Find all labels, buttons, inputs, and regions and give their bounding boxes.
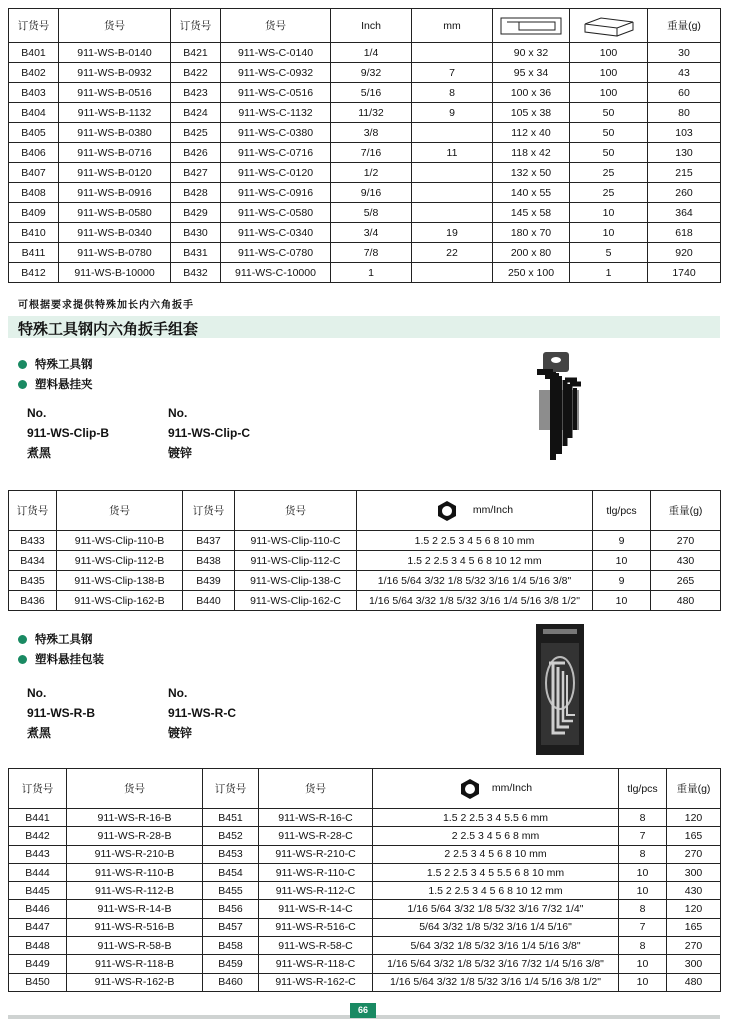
table-cell: 1/16 5/64 3/32 1/8 5/32 3/16 1/4 5/16 3/8 1/2" xyxy=(357,591,593,611)
table-cell: 100 xyxy=(570,43,648,63)
table-cell: 911-WS-C-0120 xyxy=(221,163,331,183)
table-cell: 5/8 xyxy=(331,203,412,223)
table-cell: B445 xyxy=(9,882,67,900)
hex-key-clip-set-photo xyxy=(525,350,585,480)
table-cell: 112 x 40 xyxy=(493,123,570,143)
table-cell: B427 xyxy=(171,163,221,183)
table-cell: B451 xyxy=(203,809,259,827)
table-cell: B441 xyxy=(9,809,67,827)
page-number: 66 xyxy=(350,1003,376,1018)
col-sizes: mm/Inch xyxy=(373,769,619,809)
table-cell: B450 xyxy=(9,973,67,991)
table-row xyxy=(9,571,721,591)
table-cell: B446 xyxy=(9,900,67,918)
table-cell xyxy=(412,123,493,143)
table-cell: 10 xyxy=(570,223,648,243)
table-cell: 911-WS-C-10000 xyxy=(221,263,331,283)
table-cell: B454 xyxy=(203,863,259,881)
bullet-icon xyxy=(18,360,27,369)
table-cell: 911-WS-Clip-162-C xyxy=(235,591,357,611)
variant-black: No. 911-WS-Clip-B 煮黑 xyxy=(27,406,110,460)
table-cell: 911-WS-B-0916 xyxy=(59,183,171,203)
table-cell xyxy=(412,43,493,63)
table-cell: 911-WS-R-28-B xyxy=(67,827,203,845)
table-cell: B422 xyxy=(171,63,221,83)
table-cell: 911-WS-Clip-110-B xyxy=(57,531,183,551)
table-cell: 1 xyxy=(570,263,648,283)
table-cell: 300 xyxy=(667,955,721,973)
table-cell: 25 xyxy=(570,183,648,203)
table-cell: 50 xyxy=(570,143,648,163)
table-cell: B442 xyxy=(9,827,67,845)
table-cell: 911-WS-R-110-C xyxy=(259,863,373,881)
table-cell: 3/4 xyxy=(331,223,412,243)
table-cell: 911-WS-C-0932 xyxy=(221,63,331,83)
table-row xyxy=(9,900,721,918)
table-cell: 911-WS-R-118-B xyxy=(67,955,203,973)
table-cell: 1 xyxy=(331,263,412,283)
col-order-no: 订货号 xyxy=(171,9,221,43)
table-cell: 911-WS-B-1132 xyxy=(59,103,171,123)
table-cell: 8 xyxy=(412,83,493,103)
bullet-icon xyxy=(18,380,27,389)
table-cell: 911-WS-R-14-B xyxy=(67,900,203,918)
table-cell: 10 xyxy=(619,882,667,900)
table-header-row xyxy=(9,491,721,531)
table-cell: 911-WS-R-112-B xyxy=(67,882,203,900)
table-cell: B440 xyxy=(183,591,235,611)
table-cell: 911-WS-Clip-110-C xyxy=(235,531,357,551)
variant-zinc: No. 911-WS-Clip-C 镀锌 xyxy=(168,406,251,460)
table-cell: 1.5 2 2.5 3 4 5 6 8 10 12 mm xyxy=(373,882,619,900)
variant-zinc: No. 911-WS-R-C 镀锌 xyxy=(168,686,237,740)
table-row xyxy=(9,882,721,900)
table-cell: 180 x 70 xyxy=(493,223,570,243)
table-cell: B452 xyxy=(203,827,259,845)
table-cell: 911-WS-R-118-C xyxy=(259,955,373,973)
table-row xyxy=(9,163,721,183)
table-cell: 911-WS-R-162-B xyxy=(67,973,203,991)
table-cell: 911-WS-R-112-C xyxy=(259,882,373,900)
table-cell: 11 xyxy=(412,143,493,163)
table-row xyxy=(9,143,721,163)
col-order-no: 订货号 xyxy=(9,769,67,809)
table-cell: 105 x 38 xyxy=(493,103,570,123)
size-table-clip-sets xyxy=(8,490,721,611)
table-cell: 165 xyxy=(667,827,721,845)
table-cell: B426 xyxy=(171,143,221,163)
table-cell: 2 2.5 3 4 5 6 8 mm xyxy=(373,827,619,845)
table-cell: 7 xyxy=(619,918,667,936)
table-row xyxy=(9,63,721,83)
table-cell: 22 xyxy=(412,243,493,263)
table-cell: B438 xyxy=(183,551,235,571)
table-cell: B457 xyxy=(203,918,259,936)
table-cell: 8 xyxy=(619,900,667,918)
table-cell: 60 xyxy=(648,83,721,103)
table-cell: B453 xyxy=(203,845,259,863)
table-cell: 911-WS-B-10000 xyxy=(59,263,171,283)
table-cell: 911-WS-B-0340 xyxy=(59,223,171,243)
table-row xyxy=(9,937,721,955)
table-cell: 5/64 3/32 1/8 5/32 3/16 1/4 5/16 3/8" xyxy=(373,937,619,955)
col-order-no: 订货号 xyxy=(9,491,57,531)
col-packing-qty xyxy=(570,9,648,43)
table-cell: 911-WS-B-0780 xyxy=(59,243,171,263)
table-cell: 145 x 58 xyxy=(493,203,570,223)
table-cell: B458 xyxy=(203,937,259,955)
table-cell: 80 xyxy=(648,103,721,123)
table-cell: 911-WS-R-14-C xyxy=(259,900,373,918)
table-cell: 364 xyxy=(648,203,721,223)
table-cell: 911-WS-C-0916 xyxy=(221,183,331,203)
table-cell: 260 xyxy=(648,183,721,203)
table-cell: 911-WS-C-0340 xyxy=(221,223,331,243)
table-row xyxy=(9,223,721,243)
table-cell: 10 xyxy=(593,591,651,611)
col-order-no: 订货号 xyxy=(183,491,235,531)
table-cell: B435 xyxy=(9,571,57,591)
table-cell: B436 xyxy=(9,591,57,611)
table-cell: B410 xyxy=(9,223,59,243)
table-cell: 270 xyxy=(651,531,721,551)
table-cell: B439 xyxy=(183,571,235,591)
table-cell: 1.5 2 2.5 3 4 5.5 6 mm xyxy=(373,809,619,827)
col-key-dimensions xyxy=(493,9,570,43)
table-cell: 1/2 xyxy=(331,163,412,183)
table-cell xyxy=(412,163,493,183)
table-cell: 1/16 5/64 3/32 1/8 5/32 3/16 7/32 1/4" xyxy=(373,900,619,918)
table-row xyxy=(9,243,721,263)
table-cell: 911-WS-R-210-C xyxy=(259,845,373,863)
col-order-no: 订货号 xyxy=(203,769,259,809)
table-cell: 7/16 xyxy=(331,143,412,163)
feature-item: 塑料悬挂夹 xyxy=(18,376,93,392)
table-cell: 103 xyxy=(648,123,721,143)
table-row xyxy=(9,551,721,571)
table-cell: 90 x 32 xyxy=(493,43,570,63)
table-row xyxy=(9,591,721,611)
col-code: 货号 xyxy=(57,491,183,531)
table-cell: 7 xyxy=(619,827,667,845)
table-cell: 9 xyxy=(593,531,651,551)
col-code: 货号 xyxy=(59,9,171,43)
table-header-row xyxy=(9,769,721,809)
table-cell: 1.5 2 2.5 3 4 5 5.5 6 8 10 mm xyxy=(373,863,619,881)
table-cell: B428 xyxy=(171,183,221,203)
col-code: 货号 xyxy=(221,9,331,43)
table-cell: 911-WS-B-0120 xyxy=(59,163,171,183)
col-code: 货号 xyxy=(235,491,357,531)
table-cell: B411 xyxy=(9,243,59,263)
table-cell: B404 xyxy=(9,103,59,123)
table-cell xyxy=(412,203,493,223)
table-cell: 11/32 xyxy=(331,103,412,123)
table-cell: 911-WS-Clip-112-C xyxy=(235,551,357,571)
section-title: 特殊工具钢内六角扳手组套 xyxy=(18,321,199,338)
bullet-icon xyxy=(18,655,27,664)
table-cell: 100 xyxy=(570,63,648,83)
table-row xyxy=(9,43,721,63)
col-pieces: tlg/pcs xyxy=(619,769,667,809)
table-row xyxy=(9,918,721,936)
table-cell: 911-WS-B-0516 xyxy=(59,83,171,103)
feature-item: 特殊工具钢 xyxy=(18,356,93,372)
table-cell: 911-WS-B-0716 xyxy=(59,143,171,163)
table-row xyxy=(9,845,721,863)
table-cell xyxy=(412,263,493,283)
table-cell: B456 xyxy=(203,900,259,918)
table-cell: B449 xyxy=(9,955,67,973)
table-cell: 9 xyxy=(593,571,651,591)
table-row xyxy=(9,955,721,973)
table-cell: 911-WS-R-516-B xyxy=(67,918,203,936)
table-cell: 7 xyxy=(412,63,493,83)
size-table-single-keys xyxy=(8,8,721,283)
table-cell: B402 xyxy=(9,63,59,83)
table-cell: 430 xyxy=(651,551,721,571)
table-cell: 911-WS-R-16-C xyxy=(259,809,373,827)
table-cell: 215 xyxy=(648,163,721,183)
table-cell: B421 xyxy=(171,43,221,63)
table-cell: 911-WS-B-0932 xyxy=(59,63,171,83)
table-cell: 118 x 42 xyxy=(493,143,570,163)
bullet-icon xyxy=(18,635,27,644)
table-cell: 50 xyxy=(570,103,648,123)
table-cell: 1/16 5/64 3/32 1/8 5/32 3/16 1/4 5/16 3/8" xyxy=(357,571,593,591)
table-cell: B405 xyxy=(9,123,59,143)
table-cell: 10 xyxy=(570,203,648,223)
table-cell: B460 xyxy=(203,973,259,991)
table-cell: 5/64 3/32 1/8 5/32 3/16 1/4 5/16" xyxy=(373,918,619,936)
col-weight: 重量(g) xyxy=(651,491,721,531)
col-mm: mm xyxy=(412,9,493,43)
table-cell: 911-WS-C-0516 xyxy=(221,83,331,103)
table-cell: 30 xyxy=(648,43,721,63)
feature-item: 特殊工具钢 xyxy=(18,631,93,647)
table-cell xyxy=(412,183,493,203)
table-cell: 9/16 xyxy=(331,183,412,203)
table-cell: B412 xyxy=(9,263,59,283)
table-cell: 8 xyxy=(619,937,667,955)
table-cell: 140 x 55 xyxy=(493,183,570,203)
table-cell: 120 xyxy=(667,900,721,918)
table-row xyxy=(9,809,721,827)
table-cell: B459 xyxy=(203,955,259,973)
feature-item: 塑料悬挂包装 xyxy=(18,651,104,667)
table-cell: 95 x 34 xyxy=(493,63,570,83)
table-cell: B434 xyxy=(9,551,57,571)
table-cell: B401 xyxy=(9,43,59,63)
table-cell: 10 xyxy=(619,955,667,973)
col-weight: 重量(g) xyxy=(648,9,721,43)
table-cell: 911-WS-Clip-138-B xyxy=(57,571,183,591)
table-cell: 911-WS-R-28-C xyxy=(259,827,373,845)
table-cell: 100 xyxy=(570,83,648,103)
table-row xyxy=(9,863,721,881)
table-cell: 911-WS-C-0140 xyxy=(221,43,331,63)
table-cell: 911-WS-B-0380 xyxy=(59,123,171,143)
table-cell: B437 xyxy=(183,531,235,551)
table-cell: B429 xyxy=(171,203,221,223)
table-row xyxy=(9,531,721,551)
table-cell: B443 xyxy=(9,845,67,863)
table-cell: 911-WS-C-0780 xyxy=(221,243,331,263)
table-cell: B431 xyxy=(171,243,221,263)
col-sizes: mm/Inch xyxy=(357,491,593,531)
table-cell: 911-WS-R-162-C xyxy=(259,973,373,991)
custom-length-note: 可根据要求提供特殊加长内六角扳手 xyxy=(18,300,194,311)
table-cell: 9 xyxy=(412,103,493,123)
table-cell: 920 xyxy=(648,243,721,263)
table-cell: 132 x 50 xyxy=(493,163,570,183)
table-cell: B409 xyxy=(9,203,59,223)
table-cell: 480 xyxy=(651,591,721,611)
table-cell: 1740 xyxy=(648,263,721,283)
table-cell: 911-WS-C-0716 xyxy=(221,143,331,163)
col-inch: Inch xyxy=(331,9,412,43)
table-cell: B448 xyxy=(9,937,67,955)
table-cell: 911-WS-R-516-C xyxy=(259,918,373,936)
table-cell: 270 xyxy=(667,937,721,955)
table-cell: 200 x 80 xyxy=(493,243,570,263)
table-row xyxy=(9,263,721,283)
col-code: 货号 xyxy=(259,769,373,809)
table-cell: 480 xyxy=(667,973,721,991)
table-cell: 300 xyxy=(667,863,721,881)
table-cell: 911-WS-R-58-B xyxy=(67,937,203,955)
table-cell: 120 xyxy=(667,809,721,827)
table-cell: 911-WS-Clip-138-C xyxy=(235,571,357,591)
table-cell: 1/4 xyxy=(331,43,412,63)
variant-black: No. 911-WS-R-B 煮黑 xyxy=(27,686,96,740)
table-cell: 9/32 xyxy=(331,63,412,83)
hexagon-icon xyxy=(436,500,458,522)
col-code: 货号 xyxy=(67,769,203,809)
table-cell: 1/16 5/64 3/32 1/8 5/32 3/16 7/32 1/4 5/16 3/8" xyxy=(373,955,619,973)
table-cell: 911-WS-R-210-B xyxy=(67,845,203,863)
table-cell: B430 xyxy=(171,223,221,243)
table-cell: 250 x 100 xyxy=(493,263,570,283)
table-cell: B407 xyxy=(9,163,59,183)
table-cell: 19 xyxy=(412,223,493,243)
table-cell: 911-WS-C-0380 xyxy=(221,123,331,143)
table-cell: B408 xyxy=(9,183,59,203)
table-cell: 5/16 xyxy=(331,83,412,103)
col-order-no: 订货号 xyxy=(9,9,59,43)
table-cell: 1.5 2 2.5 3 4 5 6 8 10 12 mm xyxy=(357,551,593,571)
table-cell: 911-WS-Clip-162-B xyxy=(57,591,183,611)
table-cell: 50 xyxy=(570,123,648,143)
table-cell: B447 xyxy=(9,918,67,936)
table-cell: B423 xyxy=(171,83,221,103)
table-cell: B433 xyxy=(9,531,57,551)
table-cell: 270 xyxy=(667,845,721,863)
table-cell: B406 xyxy=(9,143,59,163)
col-weight: 重量(g) xyxy=(667,769,721,809)
hexagon-icon xyxy=(459,778,481,800)
table-header-row xyxy=(9,9,721,43)
table-cell: 265 xyxy=(651,571,721,591)
table-cell: 618 xyxy=(648,223,721,243)
table-cell: 8 xyxy=(619,845,667,863)
table-cell: B425 xyxy=(171,123,221,143)
col-pieces: tlg/pcs xyxy=(593,491,651,531)
table-row xyxy=(9,203,721,223)
table-row xyxy=(9,103,721,123)
table-cell: 911-WS-B-0580 xyxy=(59,203,171,223)
table-row xyxy=(9,183,721,203)
table-cell: 911-WS-C-0580 xyxy=(221,203,331,223)
table-cell: 130 xyxy=(648,143,721,163)
table-cell: 165 xyxy=(667,918,721,936)
table-cell: B432 xyxy=(171,263,221,283)
package-box-icon xyxy=(581,14,637,38)
hex-key-dimension-icon xyxy=(499,14,563,38)
table-cell: 911-WS-R-110-B xyxy=(67,863,203,881)
table-cell: 1.5 2 2.5 3 4 5 6 8 10 mm xyxy=(357,531,593,551)
table-cell: 911-WS-R-58-C xyxy=(259,937,373,955)
table-cell: 911-WS-Clip-112-B xyxy=(57,551,183,571)
table-cell: B424 xyxy=(171,103,221,123)
table-cell: 3/8 xyxy=(331,123,412,143)
table-cell: 2 2.5 3 4 5 6 8 10 mm xyxy=(373,845,619,863)
table-cell: 10 xyxy=(619,973,667,991)
hex-key-hanging-pack-photo xyxy=(535,623,585,756)
table-cell: B444 xyxy=(9,863,67,881)
table-cell: B455 xyxy=(203,882,259,900)
table-row xyxy=(9,123,721,143)
table-cell: 100 x 36 xyxy=(493,83,570,103)
table-cell: 911-WS-B-0140 xyxy=(59,43,171,63)
table-cell: 911-WS-R-16-B xyxy=(67,809,203,827)
table-cell: 8 xyxy=(619,809,667,827)
table-row xyxy=(9,973,721,991)
table-cell: 43 xyxy=(648,63,721,83)
table-cell: B403 xyxy=(9,83,59,103)
table-cell: 5 xyxy=(570,243,648,263)
table-cell: 911-WS-C-1132 xyxy=(221,103,331,123)
table-cell: 25 xyxy=(570,163,648,183)
table-cell: 1/16 5/64 3/32 1/8 5/32 3/16 1/4 5/16 3/8 1/2" xyxy=(373,973,619,991)
table-cell: 10 xyxy=(619,863,667,881)
table-row xyxy=(9,827,721,845)
table-cell: 7/8 xyxy=(331,243,412,263)
size-table-ring-sets xyxy=(8,768,721,992)
table-cell: 10 xyxy=(593,551,651,571)
table-row xyxy=(9,83,721,103)
table-cell: 430 xyxy=(667,882,721,900)
